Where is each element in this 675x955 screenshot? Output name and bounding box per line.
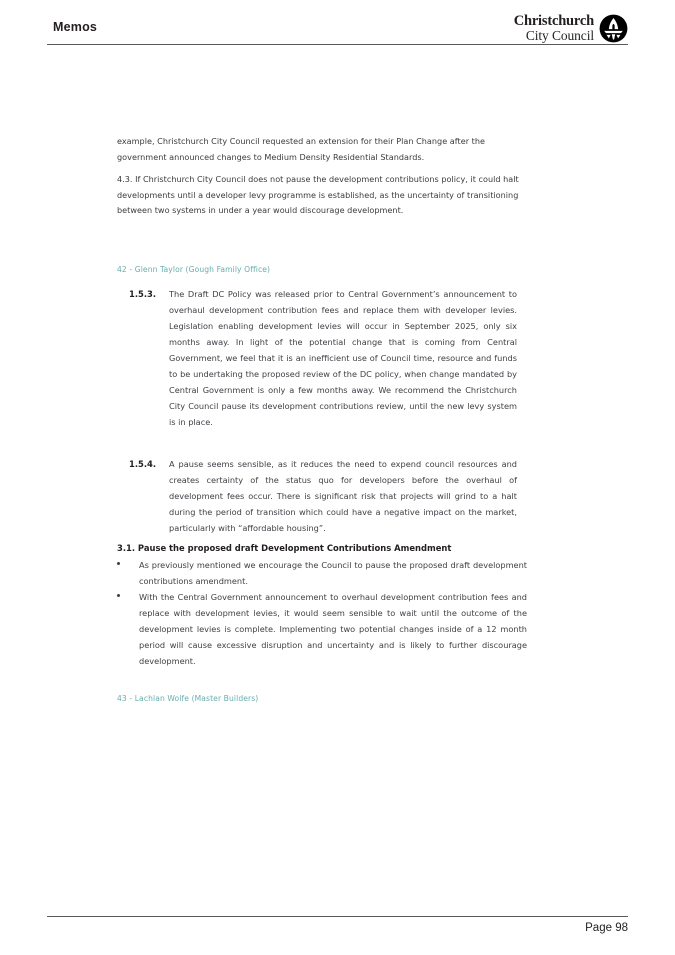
clause-1-5-4-text: A pause seems sensible, as it reduces the need to expend council resources and creates certainty of the status quo for developers before the overhaul of development fees occur. There is significant risk that projects will grind to a halt during the period of transition which could have a negative impact on the market, particularly with “affordable housing”. xyxy=(169,459,517,533)
page-header xyxy=(47,12,628,44)
clause-1-5-3-number: 1.5.3. xyxy=(129,289,157,299)
intro-paragraph-2-text: 4.3. If Christchurch City Council does not pause the development contributions policy, it could halt developments until a developer levy programme is established, as the uncertainty of transitioning between two systems in under a year would discourage development. xyxy=(117,174,519,216)
submitter-heading-42: 42 - Glenn Taylor (Gough Family Office) xyxy=(117,265,271,274)
clause-1-5-4-number: 1.5.4. xyxy=(129,459,157,469)
clause-1-5-4 xyxy=(129,456,517,536)
section-heading-3-1: 3.1. Pause the proposed draft Development Contributions Amendment xyxy=(117,543,452,553)
list-item xyxy=(117,557,527,589)
submitter-heading-43: 43 - Lachlan Wolfe (Master Builders) xyxy=(117,694,259,703)
bullet-point-icon xyxy=(117,594,120,597)
christchurch-city-council-crest-icon xyxy=(599,14,628,43)
footer-divider xyxy=(47,916,628,917)
list-item xyxy=(117,589,527,669)
bullet-point-icon xyxy=(117,562,120,565)
intro-paragraph-1-text: example, Christchurch City Council requested an extension for their Plan Change after the government announced changes to Medium Density Residential Standards. xyxy=(117,136,485,162)
list-item-text-2: With the Central Government announcement to overhaul development contribution fees and replace with development levies, it would seem sensible to wait until the outcome of the development levies is complete. Implementing two potential changes inside of a 12 month period will cause excessive disruption and uncertainty and is likely to further discourage development. xyxy=(139,592,527,666)
clause-1-5-3 xyxy=(129,286,517,430)
list-item-text-1: As previously mentioned we encourage the Council to pause the proposed draft development contributions amendment. xyxy=(139,560,527,586)
council-logo-wordmark xyxy=(514,14,594,43)
council-logo-line1: Christchurch xyxy=(513,13,594,30)
page-number: Page 98 xyxy=(585,922,628,934)
header-title: Memos xyxy=(53,20,98,34)
clause-1-5-3-text: The Draft DC Policy was released prior to Central Government’s announcement to overhaul development contribution fees and replace them with developer levies. Legislation enabling development levies will occur in September 2025, only six months away. In light of the potential change that is coming from Central Government, we feel that it is an inefficient use of Council time, resource and funds to be undertaking the proposed review of the DC policy, when change mandated by Central Government is only a few months away. We recommend the Christchurch City Council pause its development contributions review, until the new levy system is in place. xyxy=(169,289,517,427)
council-logo xyxy=(514,14,628,43)
council-logo-line2: City Council xyxy=(525,28,594,43)
intro-paragraph-1 xyxy=(117,134,525,165)
header-divider xyxy=(47,44,628,45)
intro-paragraph-2 xyxy=(117,172,525,219)
